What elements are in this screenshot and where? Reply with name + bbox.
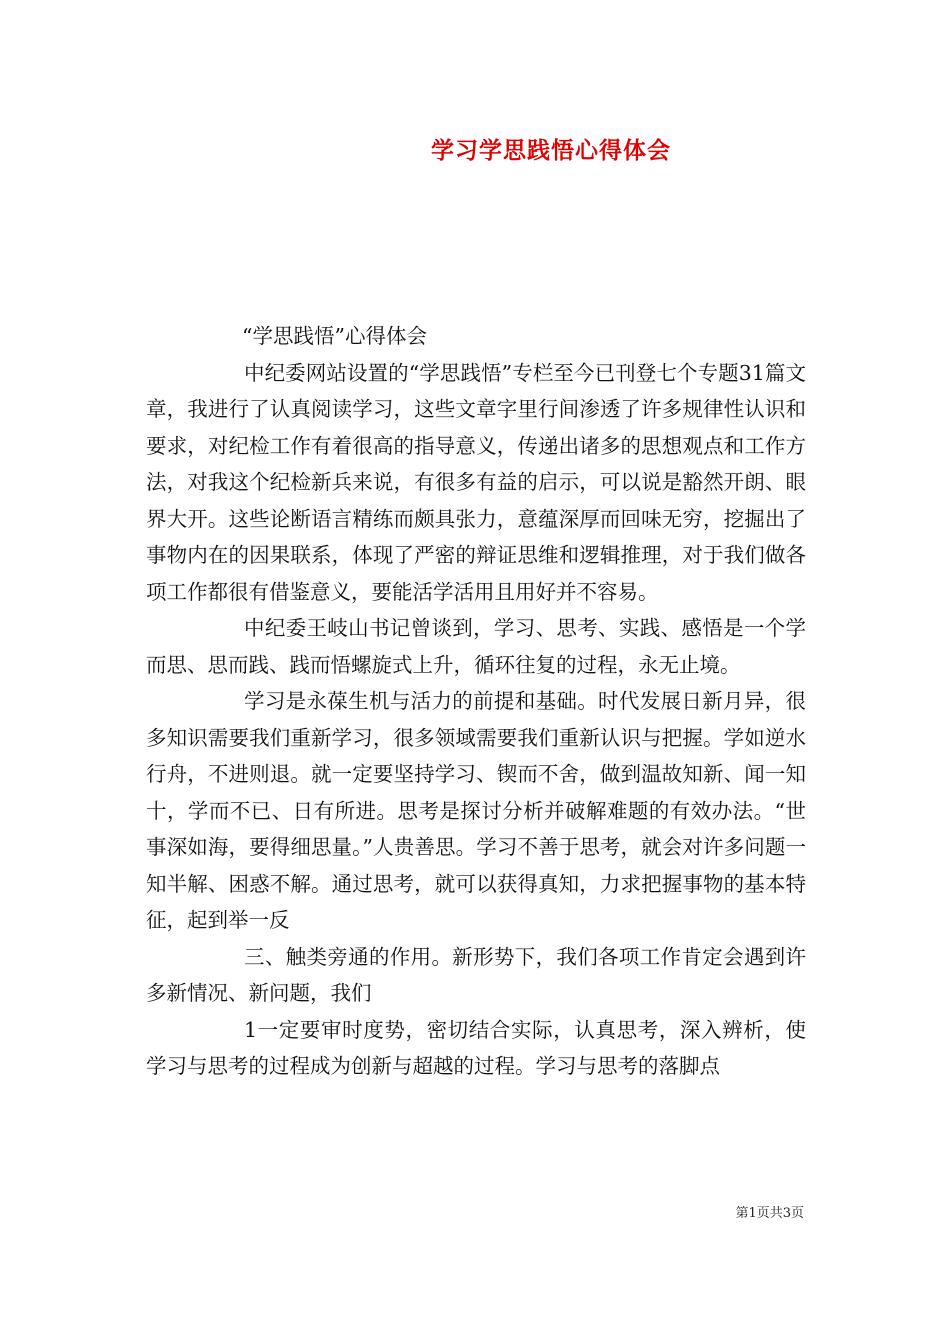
document-subtitle: “学思践悟”心得体会 xyxy=(242,324,427,348)
document-body xyxy=(146,318,806,1085)
page-number: 第1页共3页 xyxy=(735,1206,804,1221)
paragraph: 中纪委王岐山书记曾谈到，学习、思考、实践、感悟是一个学而思、思而践、践而悟螺旋式上升，循环往复的过程，永无止境。 xyxy=(146,616,806,677)
paragraph: 学习是永葆生机与活力的前提和基础。时代发展日新月异，很多知识需要我们重新学习，很多领域需要我们重新认识与把握。学如逆水行舟，不进则退。就一定要坚持学习、锲而不舍，做到温故知新、闻一知十，学而不已、日有所进。思考是探讨分析并破解难题的有效办法。“世事深如海，要得细思量。”人贵善思。学习不善于思考，就会对许多问题一知半解、困惑不解。通过思考，就可以获得真知，力求把握事物的基本特征，起到举一反 xyxy=(146,689,806,932)
paragraph: 1一定要审时度势，密切结合实际，认真思考，深入辨析，使学习与思考的过程成为创新与超越的过程。学习与思考的落脚点 xyxy=(146,1017,806,1078)
paragraph: 三、触类旁通的作用。新形势下，我们各项工作肯定会遇到许多新情况、新问题，我们 xyxy=(146,944,806,1005)
paragraph: 中纪委网站设置的“学思践悟”专栏至今已刊登七个专题31篇文章，我进行了认真阅读学习，这些文章字里行间渗透了许多规律性认识和要求，对纪检工作有着很高的指导意义，传递出诸多的思想观点和工作方法，对我这个纪检新兵来说，有很多有益的启示，可以说是豁然开朗、眼界大开。这些论断语言精练而颇具张力，意蕴深厚而回味无穷，挖掘出了事物内在的因果联系，体现了严密的辩证思维和逻辑推理，对于我们做各项工作都很有借鉴意义，要能活学活用且用好并不容易。 xyxy=(146,360,806,604)
document-title: 学习学思践悟心得体会 xyxy=(431,137,671,164)
